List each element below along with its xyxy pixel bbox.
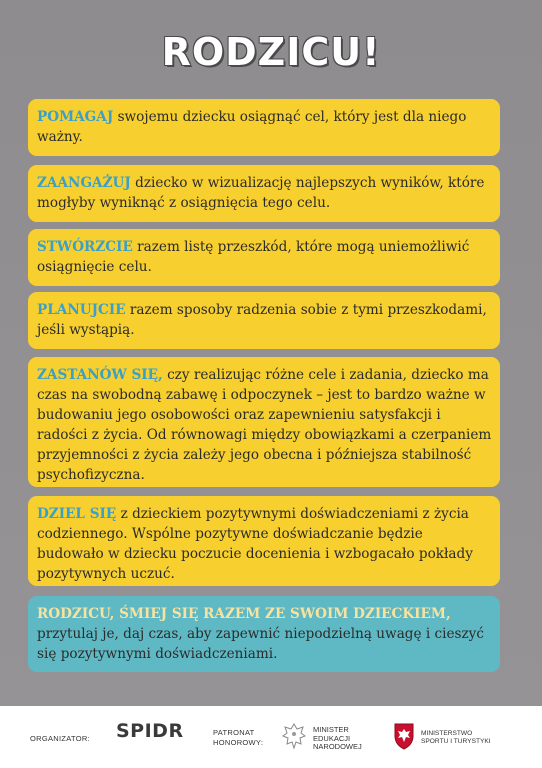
spidr-logo xyxy=(116,720,184,742)
ministry-line-2: SPORTU I TURYSTYKI xyxy=(421,738,491,745)
tip-card-5 xyxy=(28,357,500,487)
tip-text: z dzieckiem pozytywnymi doświadczeniami z życia codziennego. Wspólne pozytywne doświadczanie będzie budowało w dziecku poczucie docenienia i wzbogacało pokłady pozytywnych uczuć. xyxy=(37,506,473,582)
minister-line-2: EDUKACJI xyxy=(313,733,351,743)
tip-keyword: ZAANGAŻUJ xyxy=(37,175,131,191)
tip-keyword: POMAGAJ xyxy=(37,109,114,125)
tip-keyword: ZASTANÓW SIĘ, xyxy=(37,367,163,383)
tip-card-4 xyxy=(28,292,500,349)
tip-keyword: PLANUJCIE xyxy=(37,302,126,318)
eagle-shield-icon xyxy=(392,722,416,750)
eagle-crest-icon xyxy=(282,722,306,750)
tip-card-3 xyxy=(28,229,500,286)
organizer-label: ORGANIZATOR: xyxy=(30,734,90,743)
tip-keyword: DZIEL SIĘ xyxy=(37,506,117,522)
tip-card-2 xyxy=(28,165,500,222)
sponsor-footer xyxy=(0,706,542,768)
page-title: RODZICU! xyxy=(161,30,381,74)
ministry-sport-text xyxy=(421,730,491,746)
tip-text: razem listę przeszkód, które mogą uniemożliwić osiągnięcie celu. xyxy=(37,239,470,275)
tip-keyword: RODZICU, ŚMIEJ SIĘ RAZEM ZE SWOIM DZIECKIEM, xyxy=(37,606,451,622)
tip-text: razem sposoby radzenia sobie z tymi przeszkodami, jeśli wystąpią. xyxy=(37,302,487,338)
spidr-logo-text: SPIDR xyxy=(116,720,184,742)
minister-line-1: MINISTER xyxy=(313,725,349,734)
minister-education-text xyxy=(313,726,362,752)
tip-text: dziecko w wizualizację najlepszych wyników, które mogłyby wyniknąć z osiągnięcia tego celu. xyxy=(37,175,485,211)
tip-card-6 xyxy=(28,496,500,586)
tip-text: czy realizując różne cele i zadania, dziecko ma czas na swobodną zabawę i odpoczynek – jest to bardzo ważne w budowaniu jego osobowości oraz zapewnieniu satysfakcji i radości z życia. Od równowagi między obowiązkami a czerpaniem przyjemności z życia zależy jego obecna i późniejsza stabilność psychofizyczna. xyxy=(37,367,492,483)
tip-text: swojemu dziecku osiągnąć cel, który jest dla niego ważny. xyxy=(37,109,467,145)
tip-text: przytulaj je, daj czas, aby zapewnić niepodzielną uwagę i cieszyć się pozytywnymi doświadczeniami. xyxy=(37,626,484,662)
patronage-label-1: PATRONAT xyxy=(213,728,255,737)
tip-card-1 xyxy=(28,99,500,156)
tip-keyword: STWÓRZCIE xyxy=(37,239,133,255)
tip-card-highlight xyxy=(28,596,500,672)
patronage-label-2: HONOROWY: xyxy=(213,738,264,747)
ministry-line-1: MINISTERSTWO xyxy=(421,730,473,737)
minister-line-3: NARODOWEJ xyxy=(313,742,362,751)
